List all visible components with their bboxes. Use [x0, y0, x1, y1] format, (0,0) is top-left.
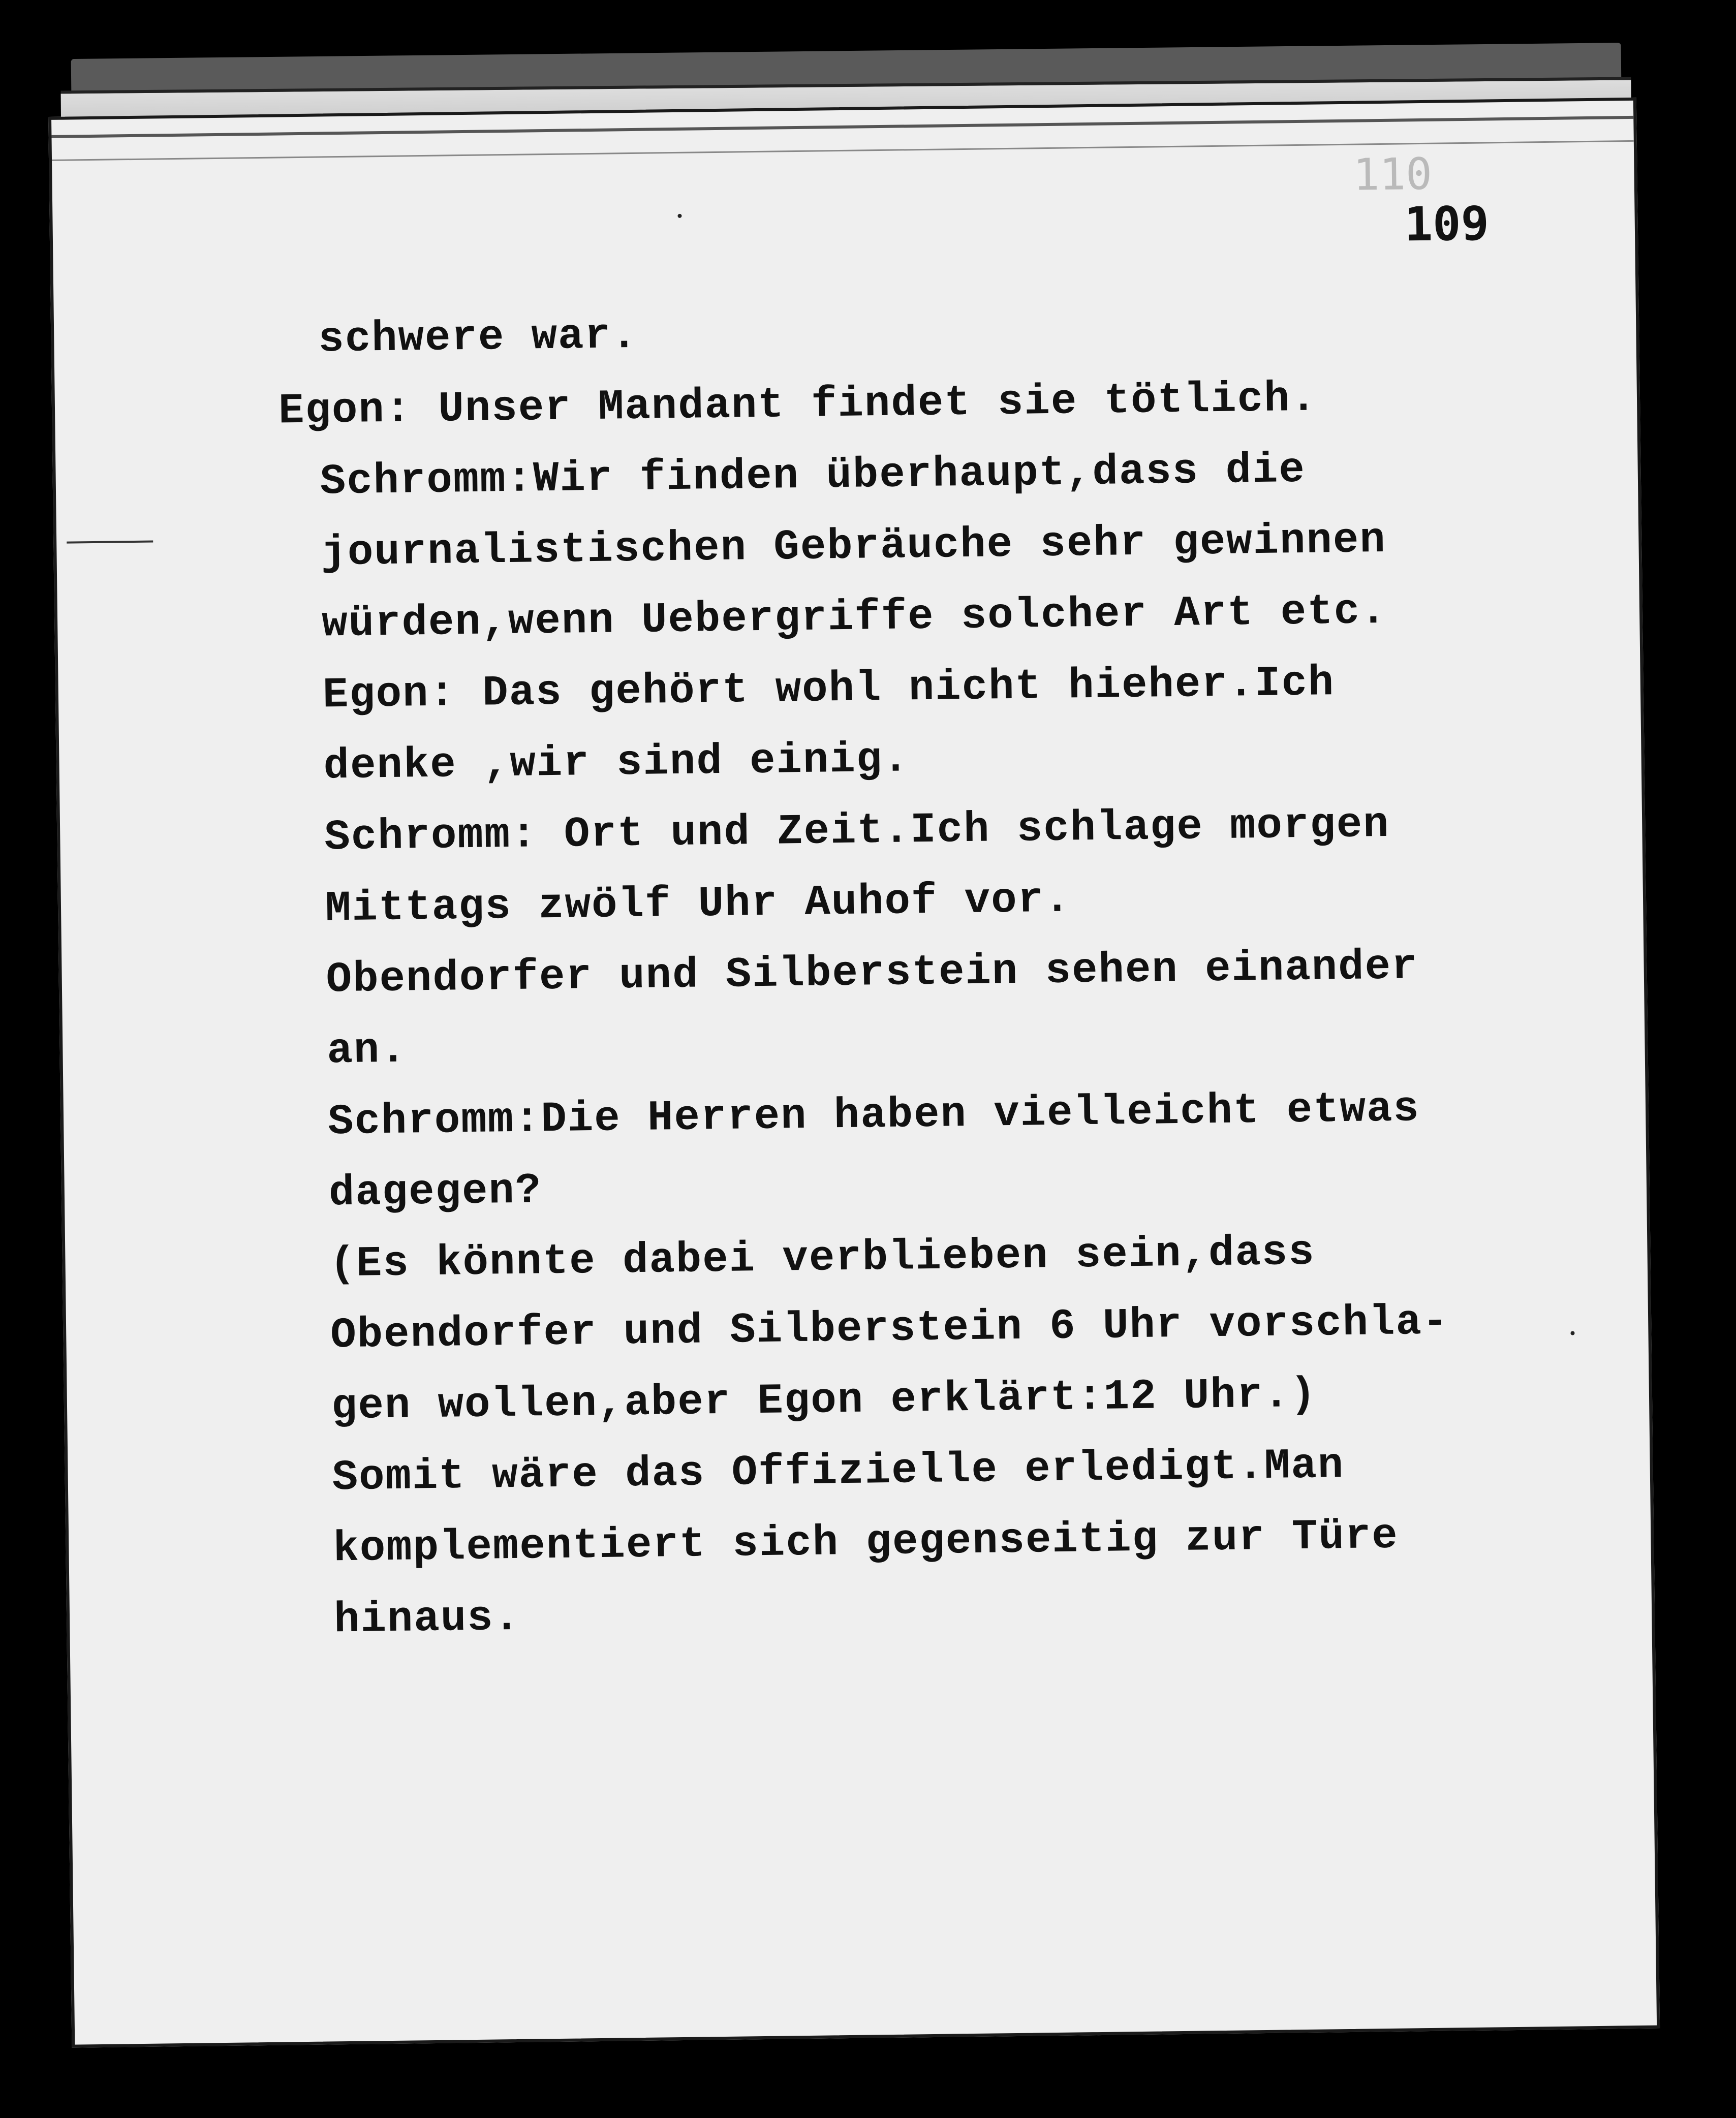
text-line: Obendorfer und Silberstein sehen einander: [326, 943, 1418, 1005]
text-line: Schromm:Die Herren haben vielleicht etwas: [327, 1085, 1420, 1147]
ink-speck: [677, 214, 681, 218]
text-line: gen wollen,aber Egon erklärt:12 Uhr.): [331, 1371, 1317, 1431]
ink-speck: [1570, 1331, 1574, 1335]
typescript-page: [48, 98, 1660, 2048]
text-line: journalistischen Gebräuche sehr gewinnen: [320, 516, 1387, 578]
text-line: Egon: Das gehört wohl nicht hieher.Ich: [322, 659, 1335, 720]
text-line: an.: [326, 1026, 408, 1076]
text-line: Egon: Unser Mandant findet sie tötlich.: [278, 375, 1318, 436]
text-line: Schromm: Ort und Zeit.Ich schlage morgen: [324, 800, 1390, 862]
page-top-edge: [51, 116, 1633, 138]
text-line: (Es könnte dabei verblieben sein,dass: [329, 1228, 1316, 1289]
text-line: Somit wäre das Offizielle erledigt.Man: [332, 1442, 1345, 1503]
typescript-body: [278, 289, 1630, 1656]
page-number: 109: [1404, 196, 1490, 252]
bleed-through-page-number: 110: [1352, 148, 1433, 201]
text-line: würden,wenn Uebergriffe solcher Art etc.: [321, 587, 1387, 649]
text-line: Schromm:Wir finden überhaupt,dass die: [320, 446, 1306, 507]
text-line: Obendorfer und Silberstein 6 Uhr vorschla-: [330, 1298, 1449, 1360]
text-line: schwere war.: [318, 312, 638, 364]
text-line: dagegen?: [328, 1167, 542, 1218]
text-line: hinaus.: [333, 1594, 521, 1645]
text-line: Mittags zwölf Uhr Auhof vor.: [325, 876, 1071, 933]
text-line: denke ,wir sind einig.: [323, 735, 910, 791]
text-line: komplementiert sich gegenseitig zur Türe: [332, 1512, 1399, 1574]
margin-mark: [67, 541, 153, 544]
